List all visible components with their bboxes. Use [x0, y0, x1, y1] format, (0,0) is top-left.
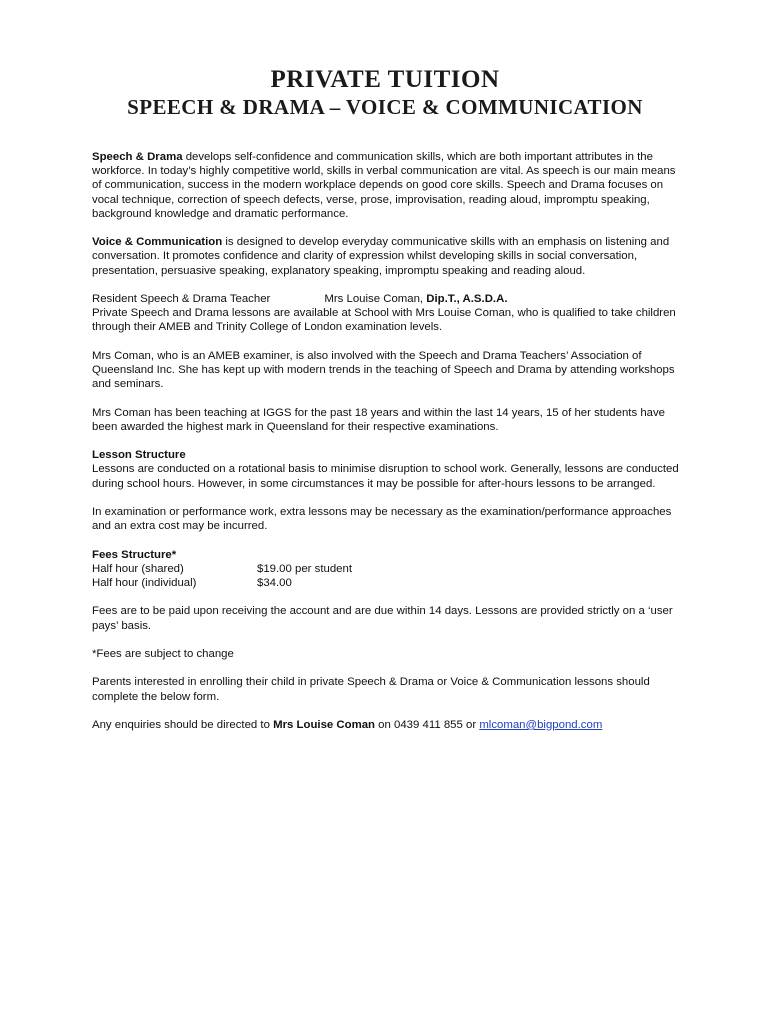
examiner-paragraph: Mrs Coman, who is an AMEB examiner, is also involved with the Speech and Drama Teachers’ Association of Queensland Inc. She has kept up with modern trends in the teaching of Speech and Drama by attending workshops and seminars.	[92, 349, 675, 391]
fee-label: Half hour (shared)	[92, 562, 184, 575]
fees-payment-paragraph: Fees are to be paid upon receiving the account and are due within 14 days. Lessons are provided strictly on a ‘user pays’ basis.	[92, 605, 673, 632]
fee-row	[92, 562, 682, 576]
experience-paragraph: Mrs Coman has been teaching at IGGS for the past 18 years and within the last 14 years, 15 of her students have been awarded the highest mark in Queensland for their respective examinations.	[92, 406, 666, 433]
lesson-structure-text: Lessons are conducted on a rotational basis to minimise disruption to school work. Generally, lessons are conducted during school hours. However, in some circumstances it may be possible for after-hours lessons to be arranged.	[92, 463, 679, 490]
fee-value: $19.00 per student	[257, 562, 352, 575]
enrol-paragraph: Parents interested in enrolling their child in private Speech & Drama or Voice & Communication lessons should complete the below form.	[92, 676, 650, 703]
exam-note-paragraph: In examination or performance work, extra lessons may be necessary as the examination/performance approaches and an extra cost may be incurred.	[92, 505, 672, 533]
teacher-role: Resident Speech & Drama Teacher	[92, 293, 271, 305]
lesson-structure-heading: Lesson Structure	[92, 449, 186, 462]
teacher-line	[92, 292, 682, 306]
document-body	[92, 150, 682, 746]
fee-value: $34.00	[257, 576, 292, 589]
fee-row	[92, 576, 682, 590]
voice-communication-paragraph	[92, 235, 682, 278]
fee-label: Half hour (individual)	[92, 576, 197, 589]
email-link[interactable]: mlcoman@bigpond.com	[479, 718, 603, 731]
teacher-paragraph	[92, 292, 682, 335]
voice-communication-text: is designed to develop everyday communicative skills with an emphasis on listening and conversation. It promotes confidence and clarity of expression whilst developing skills in social conversation, presentation, persuasive speaking, explanatory speaking, impromptu speaking and reading aloud.	[92, 236, 670, 277]
teacher-details: Private Speech and Drama lessons are available at School with Mrs Louise Coman, who is qualified to take children through their AMEB and Trinity College of London examination levels.	[92, 307, 676, 334]
teacher-name: Mrs Louise Coman,	[324, 293, 427, 305]
speech-drama-paragraph	[92, 150, 682, 221]
contact-name: Mrs Louise Coman	[273, 718, 376, 731]
contact-paragraph	[92, 718, 682, 732]
speech-drama-label: Speech & Drama	[92, 151, 183, 163]
lesson-structure-section	[92, 448, 682, 491]
contact-prefix: Any enquiries should be directed to	[92, 718, 274, 731]
fees-heading: Fees Structure*	[92, 548, 177, 561]
fees-section	[92, 548, 682, 591]
page-subtitle: SPEECH & DRAMA – VOICE & COMMUNICATION	[127, 95, 643, 119]
speech-drama-text: develops self-confidence and communication skills, which are both important attributes in the workforce. In today’s highly competitive world, skills in verbal communication are vital. As speech is our main means of communication, success in the modern workplace depends on good core skills. Speech and Drama focuses on vocal technique, correction of speech defects, verse, prose, improvisation, reading aloud, impromptu speaking, background knowledge and dramatic performance.	[92, 151, 676, 220]
page-title: PRIVATE TUITION	[270, 66, 500, 93]
teacher-qualifications: Dip.T., A.S.D.A.	[426, 293, 508, 305]
voice-communication-label: Voice & Communication	[92, 236, 223, 249]
contact-phone-text: on 0439 411 855 or	[375, 718, 480, 731]
fees-note: *Fees are subject to change	[92, 647, 234, 660]
